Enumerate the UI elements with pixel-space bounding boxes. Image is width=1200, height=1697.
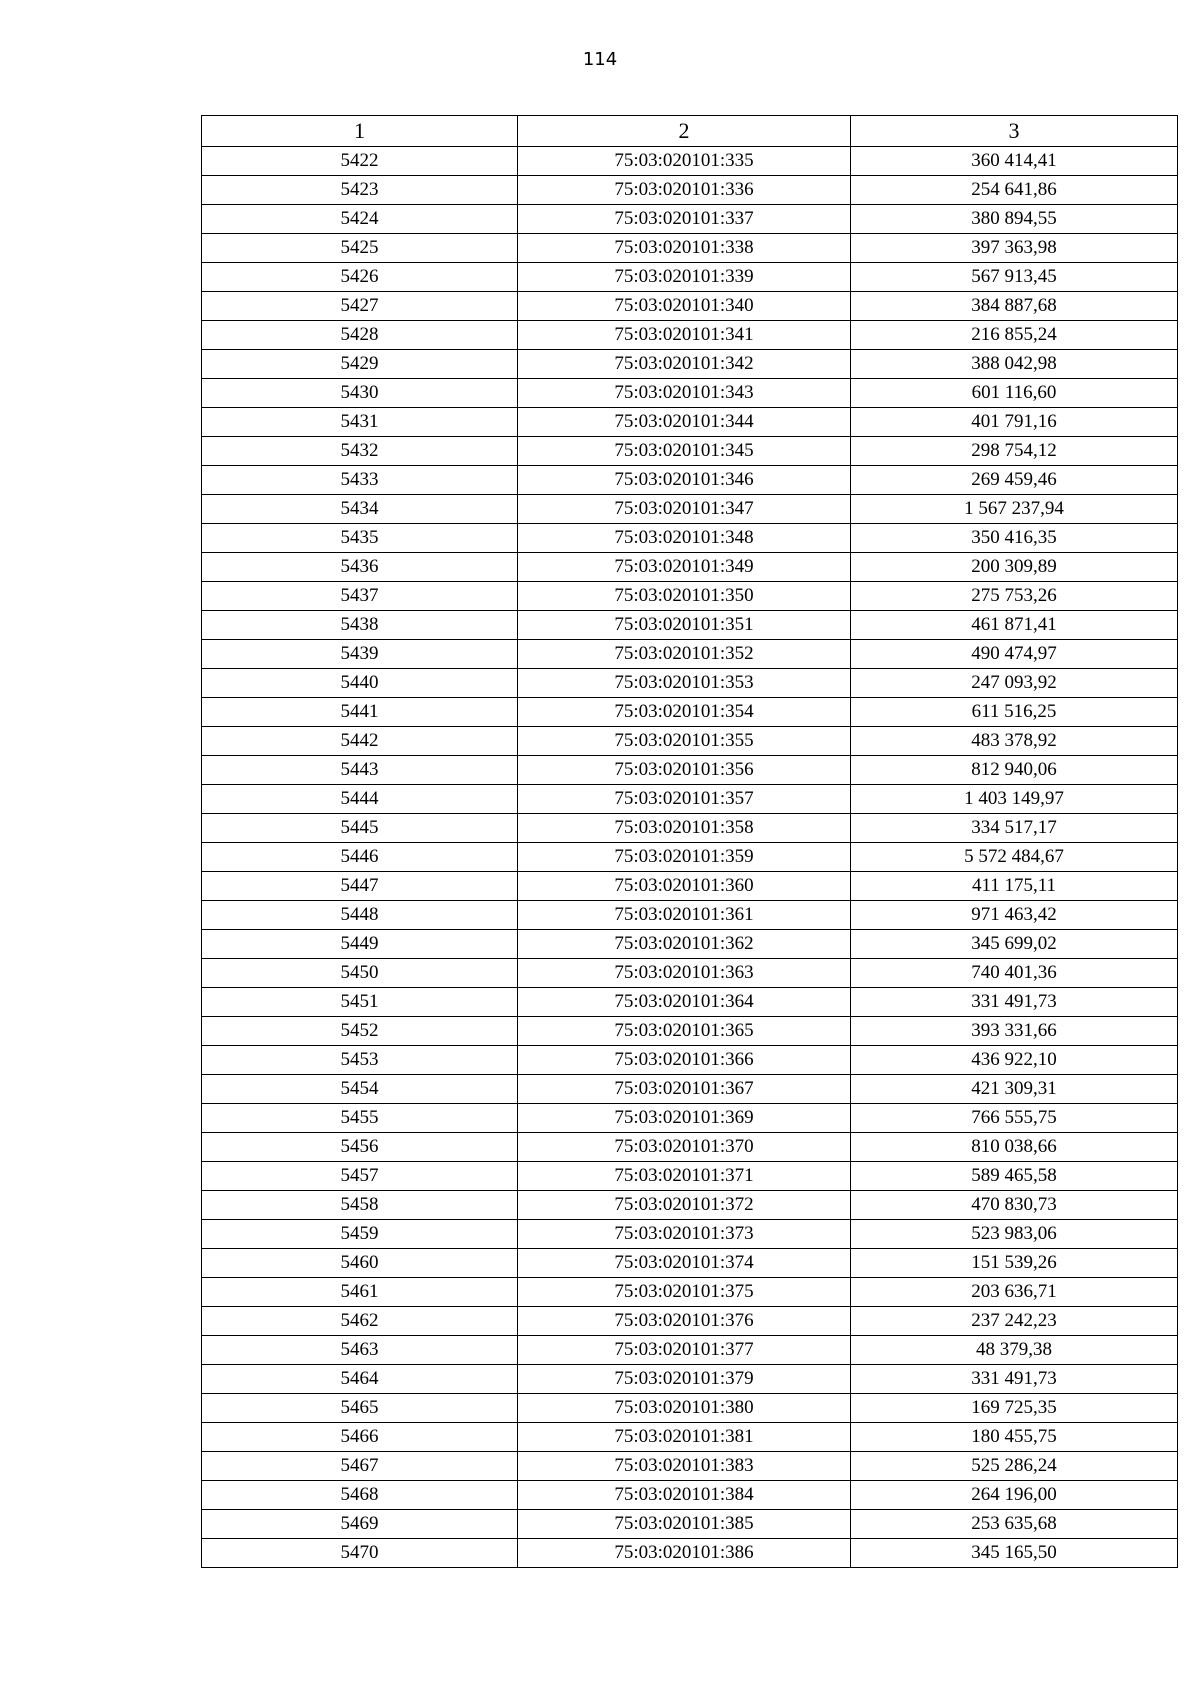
cadastral-number-cell: 75:03:020101:361 [518, 901, 851, 930]
table-row [202, 495, 1178, 524]
table-row [202, 959, 1178, 988]
table-row [202, 1394, 1178, 1423]
cadastral-number-cell: 75:03:020101:386 [518, 1539, 851, 1568]
cadastral-number-cell: 75:03:020101:342 [518, 350, 851, 379]
cadastral-value-cell: 812 940,06 [851, 756, 1178, 785]
cadastral-value-cell: 275 753,26 [851, 582, 1178, 611]
cadastral-value-cell: 331 491,73 [851, 988, 1178, 1017]
cadastral-number-cell: 75:03:020101:377 [518, 1336, 851, 1365]
row-number-cell: 5424 [202, 205, 518, 234]
cadastral-value-cell: 436 922,10 [851, 1046, 1178, 1075]
row-number-cell: 5440 [202, 669, 518, 698]
cadastral-number-cell: 75:03:020101:343 [518, 379, 851, 408]
cadastral-value-cell: 601 116,60 [851, 379, 1178, 408]
table-row [202, 1423, 1178, 1452]
table-row [202, 727, 1178, 756]
cadastral-value-cell: 421 309,31 [851, 1075, 1178, 1104]
row-number-cell: 5454 [202, 1075, 518, 1104]
table-row [202, 1481, 1178, 1510]
row-number-cell: 5426 [202, 263, 518, 292]
row-number-cell: 5452 [202, 1017, 518, 1046]
table-header-row [202, 116, 1178, 147]
page-number: 114 [582, 49, 618, 70]
table-row [202, 1017, 1178, 1046]
row-number-cell: 5460 [202, 1249, 518, 1278]
cadastral-value-cell: 490 474,97 [851, 640, 1178, 669]
table-row [202, 930, 1178, 959]
cadastral-number-cell: 75:03:020101:338 [518, 234, 851, 263]
cadastral-number-cell: 75:03:020101:372 [518, 1191, 851, 1220]
cadastral-number-cell: 75:03:020101:337 [518, 205, 851, 234]
cadastral-number-cell: 75:03:020101:354 [518, 698, 851, 727]
cadastral-value-table [201, 115, 1178, 1568]
cadastral-number-cell: 75:03:020101:357 [518, 785, 851, 814]
cadastral-number-cell: 75:03:020101:351 [518, 611, 851, 640]
cadastral-number-cell: 75:03:020101:379 [518, 1365, 851, 1394]
cadastral-value-cell: 461 871,41 [851, 611, 1178, 640]
table-body [202, 147, 1178, 1568]
cadastral-value-cell: 470 830,73 [851, 1191, 1178, 1220]
row-number-cell: 5463 [202, 1336, 518, 1365]
cadastral-value-cell: 810 038,66 [851, 1133, 1178, 1162]
cadastral-number-cell: 75:03:020101:344 [518, 408, 851, 437]
cadastral-number-cell: 75:03:020101:375 [518, 1278, 851, 1307]
row-number-cell: 5446 [202, 843, 518, 872]
table-row [202, 698, 1178, 727]
table-row [202, 1046, 1178, 1075]
cadastral-number-cell: 75:03:020101:347 [518, 495, 851, 524]
cadastral-number-cell: 75:03:020101:359 [518, 843, 851, 872]
row-number-cell: 5429 [202, 350, 518, 379]
cadastral-value-cell: 525 286,24 [851, 1452, 1178, 1481]
table-row [202, 582, 1178, 611]
table-row [202, 147, 1178, 176]
row-number-cell: 5445 [202, 814, 518, 843]
table-row [202, 1336, 1178, 1365]
cadastral-number-cell: 75:03:020101:341 [518, 321, 851, 350]
cadastral-number-cell: 75:03:020101:383 [518, 1452, 851, 1481]
table-row [202, 785, 1178, 814]
table-row [202, 988, 1178, 1017]
row-number-cell: 5442 [202, 727, 518, 756]
row-number-cell: 5444 [202, 785, 518, 814]
row-number-cell: 5470 [202, 1539, 518, 1568]
cadastral-value-cell: 216 855,24 [851, 321, 1178, 350]
cadastral-number-cell: 75:03:020101:352 [518, 640, 851, 669]
row-number-cell: 5453 [202, 1046, 518, 1075]
row-number-cell: 5430 [202, 379, 518, 408]
row-number-cell: 5458 [202, 1191, 518, 1220]
cadastral-value-cell: 203 636,71 [851, 1278, 1178, 1307]
cadastral-number-cell: 75:03:020101:364 [518, 988, 851, 1017]
cadastral-value-cell: 331 491,73 [851, 1365, 1178, 1394]
row-number-cell: 5467 [202, 1452, 518, 1481]
row-number-cell: 5427 [202, 292, 518, 321]
cadastral-number-cell: 75:03:020101:366 [518, 1046, 851, 1075]
row-number-cell: 5428 [202, 321, 518, 350]
table-row [202, 263, 1178, 292]
row-number-cell: 5443 [202, 756, 518, 785]
cadastral-number-cell: 75:03:020101:374 [518, 1249, 851, 1278]
table-row [202, 292, 1178, 321]
cadastral-number-cell: 75:03:020101:340 [518, 292, 851, 321]
cadastral-value-cell: 384 887,68 [851, 292, 1178, 321]
cadastral-value-cell: 1 403 149,97 [851, 785, 1178, 814]
cadastral-number-cell: 75:03:020101:356 [518, 756, 851, 785]
row-number-cell: 5436 [202, 553, 518, 582]
cadastral-value-cell: 253 635,68 [851, 1510, 1178, 1539]
table-row [202, 843, 1178, 872]
table-row [202, 1133, 1178, 1162]
cadastral-value-cell: 169 725,35 [851, 1394, 1178, 1423]
table-row [202, 1278, 1178, 1307]
row-number-cell: 5464 [202, 1365, 518, 1394]
cadastral-number-cell: 75:03:020101:355 [518, 727, 851, 756]
cadastral-number-cell: 75:03:020101:362 [518, 930, 851, 959]
row-number-cell: 5450 [202, 959, 518, 988]
table-row [202, 524, 1178, 553]
table-row [202, 466, 1178, 495]
cadastral-value-cell: 345 165,50 [851, 1539, 1178, 1568]
table-row [202, 669, 1178, 698]
table-row [202, 1075, 1178, 1104]
table-row [202, 1104, 1178, 1133]
cadastral-number-cell: 75:03:020101:381 [518, 1423, 851, 1452]
cadastral-value-cell: 1 567 237,94 [851, 495, 1178, 524]
cadastral-value-cell: 380 894,55 [851, 205, 1178, 234]
cadastral-value-cell: 247 093,92 [851, 669, 1178, 698]
cadastral-value-cell: 567 913,45 [851, 263, 1178, 292]
row-number-cell: 5449 [202, 930, 518, 959]
table-row [202, 379, 1178, 408]
cadastral-value-cell: 151 539,26 [851, 1249, 1178, 1278]
table-row [202, 1191, 1178, 1220]
cadastral-number-cell: 75:03:020101:358 [518, 814, 851, 843]
row-number-cell: 5465 [202, 1394, 518, 1423]
cadastral-number-cell: 75:03:020101:349 [518, 553, 851, 582]
table-row [202, 321, 1178, 350]
row-number-cell: 5432 [202, 437, 518, 466]
cadastral-number-cell: 75:03:020101:335 [518, 147, 851, 176]
cadastral-number-cell: 75:03:020101:346 [518, 466, 851, 495]
row-number-cell: 5422 [202, 147, 518, 176]
cadastral-value-cell: 237 242,23 [851, 1307, 1178, 1336]
cadastral-value-cell: 350 416,35 [851, 524, 1178, 553]
cadastral-number-cell: 75:03:020101:345 [518, 437, 851, 466]
cadastral-value-cell: 401 791,16 [851, 408, 1178, 437]
cadastral-number-cell: 75:03:020101:373 [518, 1220, 851, 1249]
cadastral-number-cell: 75:03:020101:369 [518, 1104, 851, 1133]
cadastral-value-cell: 298 754,12 [851, 437, 1178, 466]
cadastral-value-cell: 388 042,98 [851, 350, 1178, 379]
row-number-cell: 5431 [202, 408, 518, 437]
row-number-cell: 5451 [202, 988, 518, 1017]
row-number-cell: 5462 [202, 1307, 518, 1336]
row-number-cell: 5438 [202, 611, 518, 640]
cadastral-number-cell: 75:03:020101:336 [518, 176, 851, 205]
table-row [202, 1510, 1178, 1539]
row-number-cell: 5468 [202, 1481, 518, 1510]
cadastral-value-cell: 393 331,66 [851, 1017, 1178, 1046]
cadastral-number-cell: 75:03:020101:376 [518, 1307, 851, 1336]
row-number-cell: 5466 [202, 1423, 518, 1452]
row-number-cell: 5461 [202, 1278, 518, 1307]
column-header-3: 3 [851, 116, 1178, 147]
cadastral-number-cell: 75:03:020101:360 [518, 872, 851, 901]
cadastral-number-cell: 75:03:020101:370 [518, 1133, 851, 1162]
row-number-cell: 5459 [202, 1220, 518, 1249]
row-number-cell: 5437 [202, 582, 518, 611]
row-number-cell: 5433 [202, 466, 518, 495]
cadastral-value-cell: 254 641,86 [851, 176, 1178, 205]
table-row [202, 1452, 1178, 1481]
cadastral-value-cell: 48 379,38 [851, 1336, 1178, 1365]
row-number-cell: 5435 [202, 524, 518, 553]
table-row [202, 234, 1178, 263]
table-row [202, 901, 1178, 930]
row-number-cell: 5456 [202, 1133, 518, 1162]
cadastral-value-cell: 269 459,46 [851, 466, 1178, 495]
cadastral-value-cell: 740 401,36 [851, 959, 1178, 988]
cadastral-value-cell: 397 363,98 [851, 234, 1178, 263]
table-row [202, 1307, 1178, 1336]
row-number-cell: 5447 [202, 872, 518, 901]
cadastral-value-cell: 766 555,75 [851, 1104, 1178, 1133]
cadastral-value-cell: 483 378,92 [851, 727, 1178, 756]
table-row [202, 814, 1178, 843]
row-number-cell: 5455 [202, 1104, 518, 1133]
table-row [202, 1220, 1178, 1249]
cadastral-number-cell: 75:03:020101:367 [518, 1075, 851, 1104]
row-number-cell: 5434 [202, 495, 518, 524]
row-number-cell: 5441 [202, 698, 518, 727]
table-row [202, 756, 1178, 785]
cadastral-value-cell: 334 517,17 [851, 814, 1178, 843]
table-row [202, 350, 1178, 379]
table-row [202, 640, 1178, 669]
row-number-cell: 5469 [202, 1510, 518, 1539]
row-number-cell: 5423 [202, 176, 518, 205]
cadastral-value-cell: 360 414,41 [851, 147, 1178, 176]
table-row [202, 1249, 1178, 1278]
cadastral-number-cell: 75:03:020101:365 [518, 1017, 851, 1046]
table-row [202, 1162, 1178, 1191]
row-number-cell: 5457 [202, 1162, 518, 1191]
cadastral-number-cell: 75:03:020101:339 [518, 263, 851, 292]
table-row [202, 176, 1178, 205]
row-number-cell: 5439 [202, 640, 518, 669]
cadastral-value-cell: 345 699,02 [851, 930, 1178, 959]
table-row [202, 437, 1178, 466]
table-row [202, 205, 1178, 234]
table-row [202, 408, 1178, 437]
table-row [202, 553, 1178, 582]
cadastral-number-cell: 75:03:020101:353 [518, 669, 851, 698]
row-number-cell: 5448 [202, 901, 518, 930]
cadastral-value-cell: 264 196,00 [851, 1481, 1178, 1510]
column-header-1: 1 [202, 116, 518, 147]
cadastral-value-cell: 5 572 484,67 [851, 843, 1178, 872]
cadastral-number-cell: 75:03:020101:350 [518, 582, 851, 611]
cadastral-number-cell: 75:03:020101:371 [518, 1162, 851, 1191]
cadastral-number-cell: 75:03:020101:384 [518, 1481, 851, 1510]
cadastral-number-cell: 75:03:020101:348 [518, 524, 851, 553]
table-row [202, 1365, 1178, 1394]
cadastral-value-cell: 589 465,58 [851, 1162, 1178, 1191]
column-header-2: 2 [518, 116, 851, 147]
cadastral-value-cell: 523 983,06 [851, 1220, 1178, 1249]
table-row [202, 611, 1178, 640]
cadastral-number-cell: 75:03:020101:363 [518, 959, 851, 988]
table-row [202, 872, 1178, 901]
table-row [202, 1539, 1178, 1568]
row-number-cell: 5425 [202, 234, 518, 263]
cadastral-value-cell: 411 175,11 [851, 872, 1178, 901]
cadastral-value-cell: 180 455,75 [851, 1423, 1178, 1452]
cadastral-value-cell: 200 309,89 [851, 553, 1178, 582]
cadastral-number-cell: 75:03:020101:380 [518, 1394, 851, 1423]
cadastral-value-cell: 611 516,25 [851, 698, 1178, 727]
cadastral-value-cell: 971 463,42 [851, 901, 1178, 930]
cadastral-number-cell: 75:03:020101:385 [518, 1510, 851, 1539]
